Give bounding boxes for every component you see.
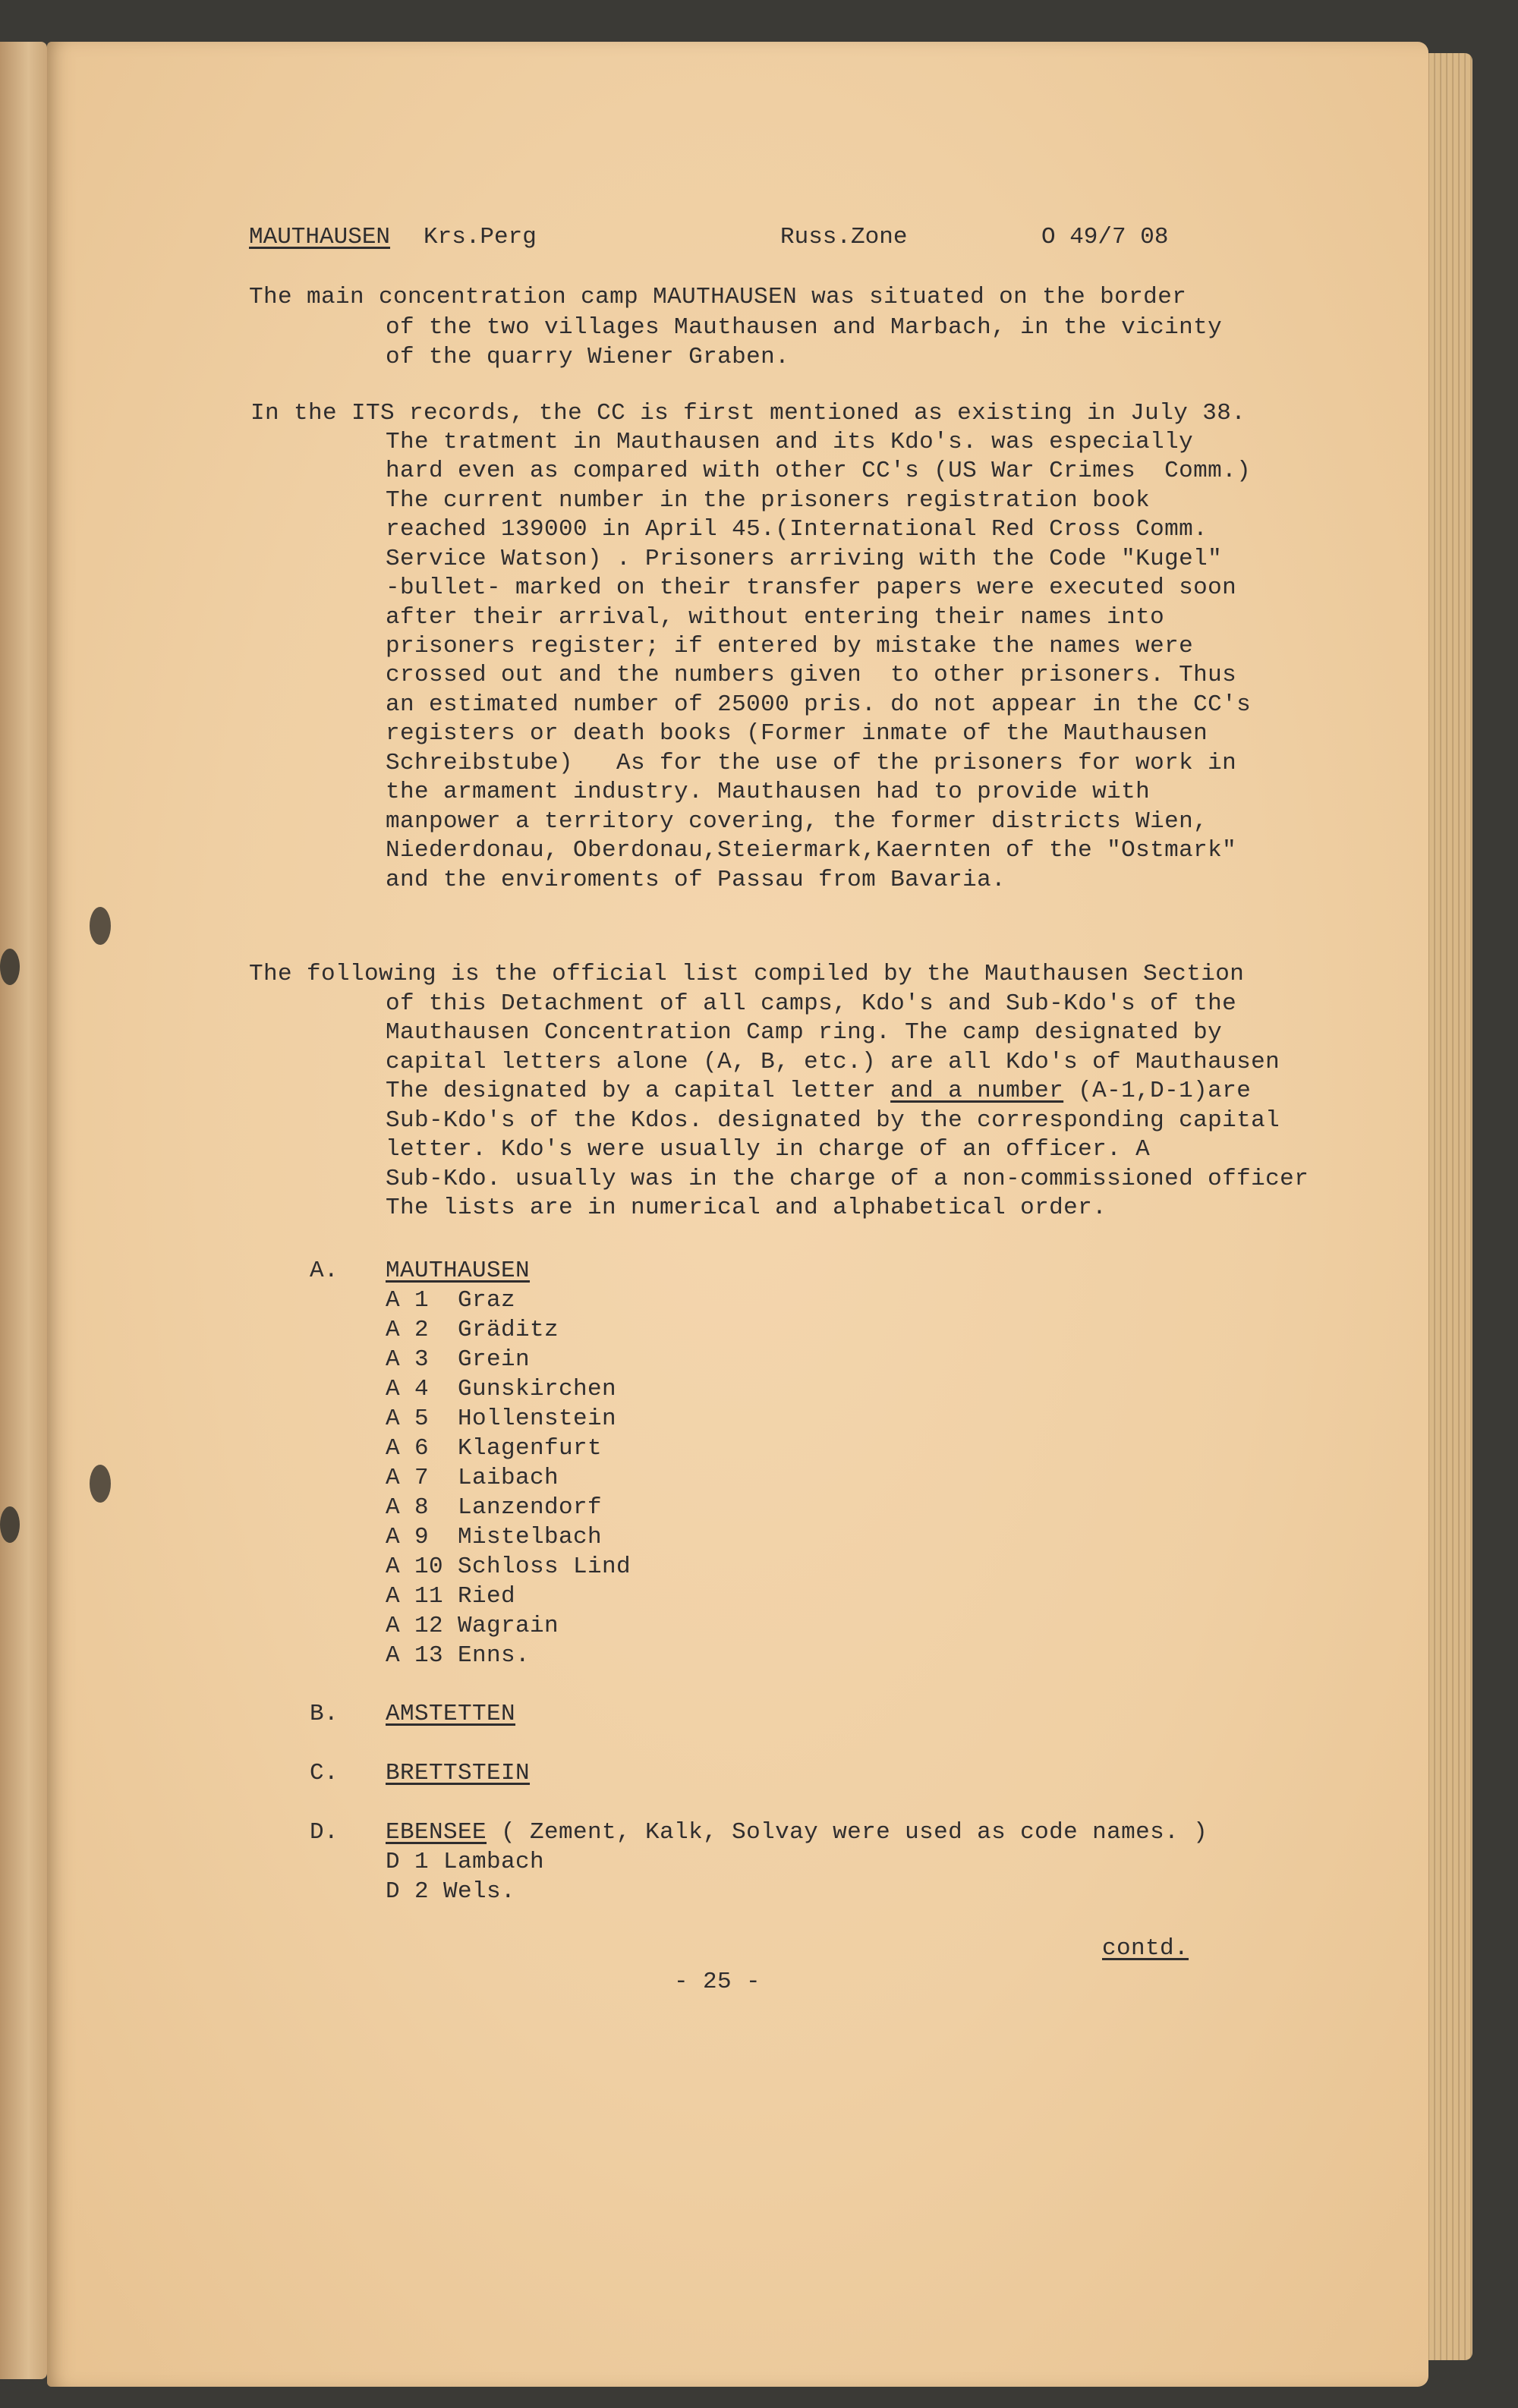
para3-line-6: Sub-Kdo's of the Kdos. designated by the corresponding capital: [386, 1107, 1280, 1134]
intro-line-2: of the two villages Mauthausen and Marbach, in the vicinty: [386, 314, 1223, 341]
punch-hole: [90, 907, 111, 945]
left-facing-page: [0, 42, 47, 2379]
para3-line-3: Mauthausen Concentration Camp ring. The camp designated by: [386, 1019, 1223, 1046]
para2-line-16: Niederdonau, Oberdonau,Steiermark,Kaernten of the "Ostmark": [386, 837, 1237, 864]
list-a-name: MAUTHAUSEN: [386, 1258, 531, 1284]
para2-line-5: reached 139000 in April 45.(International Red Cross Comm.: [386, 516, 1208, 543]
intro-line-3: of the quarry Wiener Graben.: [386, 344, 790, 370]
list-a-item: A 11 Ried: [386, 1583, 516, 1610]
intro-line-1: The main concentration camp MAUTHAUSEN was situated on the border: [249, 284, 1187, 310]
punch-hole: [90, 1465, 111, 1503]
para3-line-7: letter. Kdo's were usually in charge of an officer. A: [386, 1136, 1151, 1163]
para2-line-7: -bullet- marked on their transfer papers were executed soon: [386, 574, 1237, 601]
para3-line-8: Sub-Kdo. usually was in the charge of a non-commissioned officer: [386, 1166, 1309, 1192]
header-zone: Russ.Zone: [780, 224, 908, 250]
para2-line-8: after their arrival, without entering their names into: [386, 604, 1165, 631]
para2-line-17: and the enviroments of Passau from Bavaria.: [386, 867, 1006, 893]
para3-line-2: of this Detachment of all camps, Kdo's and Sub-Kdo's of the: [386, 990, 1237, 1017]
para3-line-9: The lists are in numerical and alphabetical order.: [386, 1195, 1107, 1221]
list-d-item: D 2 Wels.: [386, 1878, 516, 1905]
para2-line-6: Service Watson) . Prisoners arriving with the Code "Kugel": [386, 546, 1223, 572]
continued-note: contd.: [1102, 1935, 1189, 1962]
list-d-heading: [386, 1818, 1208, 1847]
list-a-item: A 10 Schloss Lind: [386, 1553, 631, 1580]
para2-line-11: an estimated number of 25000 pris. do not appear in the CC's: [386, 691, 1252, 718]
list-a-item: A 2 Gräditz: [386, 1317, 559, 1343]
para2-line-1: In the ITS records, the CC is first mentioned as existing in July 38.: [250, 400, 1246, 427]
para3-line-4: capital letters alone (A, B, etc.) are all Kdo's of Mauthausen: [386, 1049, 1280, 1075]
para3-underlined-phrase: and a number: [890, 1078, 1064, 1104]
list-a-item: A 6 Klagenfurt: [386, 1435, 603, 1462]
para2-line-12: registers or death books (Former inmate of the Mauthausen: [386, 720, 1208, 747]
list-d-item: D 1 Lambach: [386, 1849, 545, 1875]
para2-line-13: Schreibstube) As for the use of the prisoners for work in: [386, 750, 1237, 776]
para2-line-4: The current number in the prisoners registration book: [386, 487, 1151, 514]
list-a-item: A 13 Enns.: [386, 1642, 531, 1669]
list-a-item: A 1 Graz: [386, 1287, 516, 1314]
punch-hole: [0, 1506, 20, 1543]
header-reference: O 49/7 08: [1041, 224, 1169, 250]
para3-line-5-post: (A-1,D-1)are: [1063, 1078, 1252, 1104]
list-a-item: A 4 Gunskirchen: [386, 1376, 617, 1402]
page-number: - 25 -: [674, 1969, 761, 1995]
para2-line-9: prisoners register; if entered by mistake the names were: [386, 633, 1194, 659]
punch-hole: [0, 949, 20, 985]
list-d-letter: D.: [310, 1819, 339, 1846]
list-c-name: BRETTSTEIN: [386, 1760, 531, 1786]
list-b-name: AMSTETTEN: [386, 1701, 516, 1727]
list-a-letter: A.: [310, 1258, 339, 1284]
list-c-letter: C.: [310, 1760, 339, 1786]
list-a-item: A 3 Grein: [386, 1346, 531, 1373]
para2-line-2: The tratment in Mauthausen and its Kdo's. was especially: [386, 429, 1194, 455]
para2-line-10: crossed out and the numbers given to other prisoners. Thus: [386, 662, 1237, 688]
list-a-item: A 12 Wagrain: [386, 1613, 559, 1639]
para2-line-14: the armament industry. Mauthausen had to provide with: [386, 779, 1151, 805]
para3-line-5-pre: The designated by a capital letter: [386, 1078, 891, 1104]
para2-line-3: hard even as compared with other CC's (US War Crimes Comm.): [386, 458, 1252, 484]
list-d-name: EBENSEE: [386, 1819, 487, 1846]
list-a-item: A 9 Mistelbach: [386, 1524, 603, 1550]
para3-line-1: The following is the official list compiled by the Mauthausen Section: [249, 961, 1245, 987]
list-a-item: A 7 Laibach: [386, 1465, 559, 1491]
list-a-item: A 5 Hollenstein: [386, 1405, 617, 1432]
header-place: MAUTHAUSEN: [249, 224, 391, 250]
para2-line-15: manpower a territory covering, the former districts Wien,: [386, 808, 1208, 835]
list-d-note: ( Zement, Kalk, Solvay were used as code names. ): [487, 1819, 1208, 1846]
list-b-letter: B.: [310, 1701, 339, 1727]
para3-line-5: [386, 1076, 1251, 1106]
header-district: Krs.Perg: [424, 224, 537, 250]
list-a-item: A 8 Lanzendorf: [386, 1494, 603, 1521]
